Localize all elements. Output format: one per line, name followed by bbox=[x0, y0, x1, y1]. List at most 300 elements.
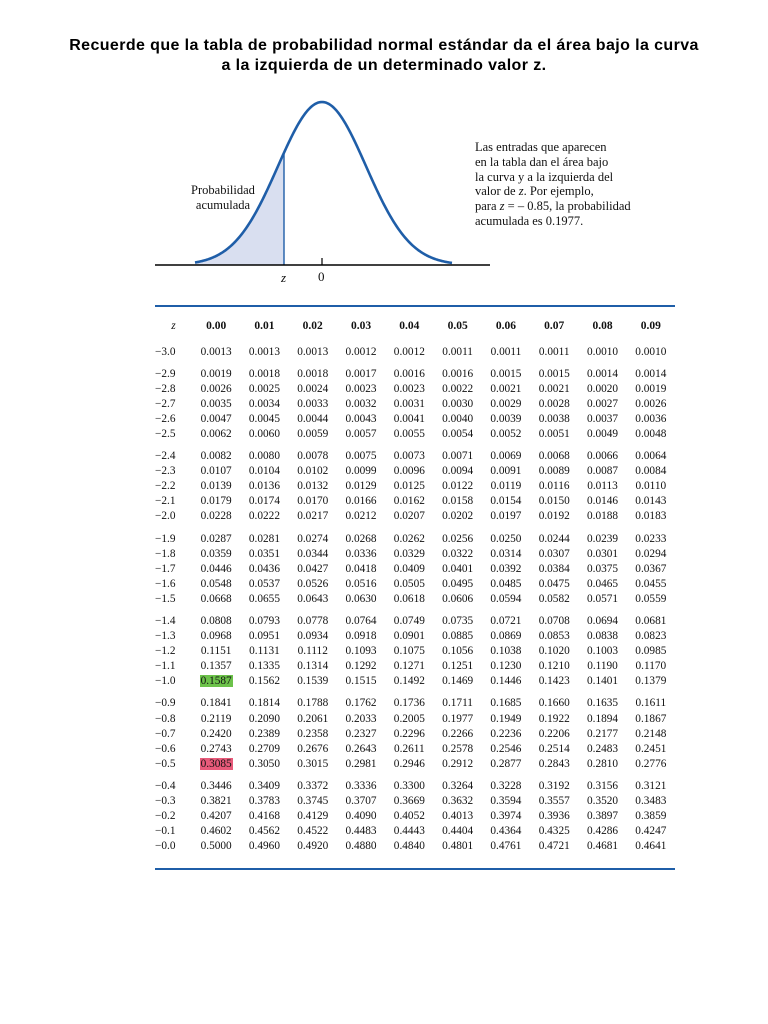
table-cell: 0.0594 bbox=[490, 592, 522, 605]
table-cell: 0.0136 bbox=[248, 480, 280, 493]
table-cell: 0.0026 bbox=[200, 382, 232, 395]
table-row bbox=[155, 742, 675, 757]
table-cell: 0.4090 bbox=[345, 810, 377, 823]
table-cell: 0.0427 bbox=[297, 562, 329, 575]
table-cell: 0.0013 bbox=[297, 345, 329, 358]
table-cell: 0.2266 bbox=[442, 727, 474, 740]
table-cell: 0.3372 bbox=[297, 779, 329, 792]
table-cell: 0.4013 bbox=[442, 810, 474, 823]
table-cell: 0.0359 bbox=[200, 547, 232, 560]
column-header: 0.09 bbox=[640, 319, 661, 332]
row-z-value: −0.2 bbox=[155, 810, 176, 823]
table-row bbox=[155, 547, 675, 562]
table-cell: 0.0455 bbox=[635, 577, 667, 590]
table-cell: 0.0039 bbox=[490, 412, 522, 425]
table-cell: 0.2033 bbox=[345, 712, 377, 725]
table-cell: 0.1357 bbox=[200, 660, 232, 673]
row-z-value: −1.3 bbox=[155, 630, 176, 643]
table-cell: 0.2236 bbox=[490, 727, 522, 740]
table-cell: 0.0075 bbox=[345, 450, 377, 463]
column-header: 0.06 bbox=[495, 319, 516, 332]
table-cell: 0.0655 bbox=[248, 592, 280, 605]
table-cell: 0.4207 bbox=[200, 810, 232, 823]
table-cell: 0.0228 bbox=[200, 510, 232, 523]
table-cell: 0.3821 bbox=[200, 795, 232, 808]
row-z-value: −0.3 bbox=[155, 795, 176, 808]
column-header: 0.04 bbox=[399, 319, 420, 332]
table-cell: 0.0054 bbox=[442, 427, 474, 440]
table-cell: 0.2981 bbox=[345, 757, 377, 770]
row-z-value: −0.9 bbox=[155, 697, 176, 710]
row-z-value: −0.7 bbox=[155, 727, 176, 740]
table-cell: 0.0044 bbox=[297, 412, 329, 425]
table-cell: 0.4483 bbox=[345, 825, 377, 838]
group-spacer bbox=[155, 360, 675, 367]
table-cell: 0.0019 bbox=[635, 382, 667, 395]
table-cell: 0.4562 bbox=[248, 825, 280, 838]
table-cell: 0.3974 bbox=[490, 810, 522, 823]
table-cell: 0.0170 bbox=[297, 495, 329, 508]
table-bottom-rule bbox=[155, 868, 675, 870]
table-cell: 0.0045 bbox=[248, 412, 280, 425]
table-cell: 0.1335 bbox=[248, 660, 280, 673]
table-cell: 0.0287 bbox=[200, 532, 232, 545]
table-row bbox=[155, 794, 675, 809]
table-cell: 0.1056 bbox=[442, 645, 474, 658]
row-z-value: −0.8 bbox=[155, 712, 176, 725]
table-cell: 0.0035 bbox=[200, 397, 232, 410]
table-cell: 0.2090 bbox=[248, 712, 280, 725]
table-cell: 0.3409 bbox=[248, 779, 280, 792]
table-cell: 0.4721 bbox=[538, 840, 570, 853]
table-cell: 0.0104 bbox=[248, 465, 280, 478]
table-cell: 0.0055 bbox=[393, 427, 425, 440]
table-cell: 0.0174 bbox=[248, 495, 280, 508]
table-cell: 0.0274 bbox=[297, 532, 329, 545]
table-cell: 0.0051 bbox=[538, 427, 570, 440]
table-cell: 0.2611 bbox=[394, 742, 425, 755]
table-cell: 0.4681 bbox=[586, 840, 619, 853]
column-header: 0.03 bbox=[350, 319, 372, 332]
table-cell: 0.0015 bbox=[538, 367, 570, 380]
table-row bbox=[155, 532, 675, 547]
table-cell: 0.2483 bbox=[586, 742, 619, 755]
table-cell: 0.0096 bbox=[393, 465, 425, 478]
table-cell: 0.1314 bbox=[297, 660, 329, 673]
table-cell: 0.2946 bbox=[393, 757, 425, 770]
table-cell: 0.0010 bbox=[635, 345, 667, 358]
table-cell: 0.4286 bbox=[586, 825, 619, 838]
column-header: 0.00 bbox=[206, 319, 227, 332]
table-cell: 0.0808 bbox=[200, 615, 232, 627]
caption-line: valor de z. Por ejemplo, bbox=[475, 184, 594, 199]
table-cell: 0.0052 bbox=[490, 427, 522, 440]
table-cell: 0.0154 bbox=[490, 495, 522, 508]
group-spacer bbox=[155, 607, 675, 614]
table-cell: 0.1446 bbox=[490, 675, 522, 688]
table-cell: 0.0548 bbox=[200, 577, 232, 590]
table-cell: 0.0735 bbox=[442, 615, 474, 627]
table-cell: 0.0268 bbox=[345, 532, 377, 545]
table-cell: 0.3745 bbox=[297, 795, 329, 808]
row-z-value: −2.0 bbox=[155, 510, 176, 523]
caption-line: en la tabla dan el área bajo bbox=[475, 154, 609, 169]
group-spacer bbox=[155, 772, 675, 779]
row-z-value: −1.0 bbox=[155, 675, 176, 688]
table-cell: 0.1075 bbox=[393, 645, 425, 658]
table-cell: 0.0307 bbox=[538, 547, 570, 560]
table-cell: 0.0985 bbox=[635, 645, 667, 658]
table-row bbox=[155, 577, 675, 592]
table-cell: 0.4129 bbox=[297, 810, 329, 823]
table-cell: 0.0021 bbox=[538, 382, 570, 395]
table-cell: 0.2776 bbox=[635, 757, 667, 770]
row-z-value: −1.5 bbox=[155, 592, 176, 605]
table-cell: 0.2514 bbox=[538, 742, 570, 755]
table-cell: 0.0094 bbox=[442, 465, 474, 478]
table-cell: 0.2843 bbox=[538, 757, 570, 770]
table-row bbox=[155, 479, 675, 494]
table-cell: 0.2743 bbox=[200, 742, 232, 755]
table-cell: 0.0139 bbox=[200, 480, 232, 493]
row-z-value: −0.0 bbox=[155, 840, 176, 853]
table-cell: 0.1112 bbox=[297, 645, 328, 658]
table-cell: 0.0495 bbox=[442, 577, 474, 590]
table-row bbox=[155, 644, 675, 659]
table-cell: 0.0162 bbox=[393, 495, 425, 508]
row-z-value: −2.4 bbox=[155, 450, 176, 463]
table-cell: 0.0048 bbox=[635, 427, 667, 440]
column-header: 0.01 bbox=[254, 319, 275, 332]
table-cell: 0.0694 bbox=[586, 615, 619, 627]
table-cell: 0.0778 bbox=[297, 615, 329, 627]
table-cell: 0.0901 bbox=[393, 630, 425, 643]
table-cell: 0.0401 bbox=[442, 562, 474, 575]
table-cell: 0.1841 bbox=[200, 697, 232, 710]
table-cell: 0.1539 bbox=[297, 675, 329, 688]
table-cell: 0.0537 bbox=[248, 577, 280, 590]
table-cell: 0.0392 bbox=[490, 562, 522, 575]
table-cell: 0.0066 bbox=[586, 450, 619, 463]
table-cell: 0.0107 bbox=[200, 465, 232, 478]
table-cell: 0.4168 bbox=[248, 810, 280, 823]
table-cell: 0.0059 bbox=[297, 427, 329, 440]
table-cell: 0.4247 bbox=[635, 825, 667, 838]
table-cell: 0.0968 bbox=[200, 630, 232, 643]
table-cell: 0.3050 bbox=[248, 757, 280, 770]
table-cell: 0.0084 bbox=[635, 465, 667, 478]
row-z-value: −2.6 bbox=[155, 412, 176, 425]
row-z-value: −2.5 bbox=[155, 427, 176, 440]
column-header: 0.05 bbox=[447, 319, 468, 332]
table-cell: 0.3669 bbox=[393, 795, 425, 808]
table-row bbox=[155, 427, 675, 442]
table-cell: 0.0021 bbox=[490, 382, 522, 395]
table-cell: 0.4522 bbox=[297, 825, 329, 838]
table-cell: 0.4840 bbox=[393, 840, 425, 853]
axis-label-z: z bbox=[281, 270, 287, 285]
table-cell: 0.0011 bbox=[442, 345, 473, 358]
table-cell: 0.3121 bbox=[635, 779, 667, 792]
table-row bbox=[155, 464, 675, 479]
table-cell: 0.0526 bbox=[297, 577, 329, 590]
table-cell: 0.0064 bbox=[635, 450, 667, 463]
row-z-value: −2.7 bbox=[155, 397, 176, 410]
table-cell: 0.2148 bbox=[635, 727, 667, 740]
table-cell: 0.0764 bbox=[345, 615, 377, 627]
table-cell: 0.0143 bbox=[635, 495, 667, 508]
table-cell: 0.0078 bbox=[297, 450, 329, 463]
table-row bbox=[155, 659, 675, 674]
table-cell: 0.0322 bbox=[442, 547, 474, 560]
table-cell: 0.2810 bbox=[586, 757, 619, 770]
table-cell: 0.0018 bbox=[248, 367, 280, 380]
row-z-value: −2.8 bbox=[155, 382, 176, 395]
table-cell: 0.0485 bbox=[490, 577, 522, 590]
table-row bbox=[155, 509, 675, 524]
table-cell: 0.0418 bbox=[345, 562, 377, 575]
table-cell: 0.0082 bbox=[200, 450, 232, 463]
column-header: 0.07 bbox=[544, 319, 565, 332]
table-cell: 0.0721 bbox=[490, 615, 522, 627]
table-cell: 0.4602 bbox=[200, 825, 232, 838]
table-cell: 0.3520 bbox=[586, 795, 619, 808]
table-cell bbox=[192, 757, 240, 772]
table-cell: 0.0015 bbox=[490, 367, 522, 380]
table-cell: 0.1611 bbox=[635, 697, 667, 710]
table-cell: 0.0150 bbox=[538, 495, 570, 508]
table-cell: 0.0019 bbox=[200, 367, 232, 380]
table-cell: 0.2061 bbox=[297, 712, 329, 725]
table-cell: 0.0853 bbox=[538, 630, 570, 643]
table-cell: 0.0571 bbox=[586, 592, 619, 605]
table-header-row bbox=[155, 307, 675, 345]
row-z-value: −0.1 bbox=[155, 825, 176, 838]
table-cell: 0.0049 bbox=[586, 427, 619, 440]
table-cell: 0.4801 bbox=[442, 840, 474, 853]
row-z-value: −2.2 bbox=[155, 480, 176, 493]
table-cell: 0.0375 bbox=[586, 562, 619, 575]
table-cell bbox=[192, 674, 240, 689]
table-cell: 0.0030 bbox=[442, 397, 474, 410]
table-cell: 0.2177 bbox=[586, 727, 619, 740]
row-z-value: −3.0 bbox=[155, 345, 176, 358]
table-cell: 0.2358 bbox=[297, 727, 329, 740]
table-cell: 0.0505 bbox=[393, 577, 425, 590]
table-cell: 0.0017 bbox=[345, 367, 377, 380]
table-cell: 0.2206 bbox=[538, 727, 570, 740]
table-cell: 0.0207 bbox=[393, 510, 425, 523]
table-cell: 0.1469 bbox=[442, 675, 474, 688]
table-cell: 0.0026 bbox=[635, 397, 667, 410]
table-cell: 0.0110 bbox=[635, 480, 667, 493]
table-cell: 0.2912 bbox=[442, 757, 474, 770]
table-cell: 0.1949 bbox=[490, 712, 522, 725]
table-cell: 0.0129 bbox=[345, 480, 377, 493]
table-cell: 0.2119 bbox=[200, 712, 232, 725]
table-cell: 0.0068 bbox=[538, 450, 570, 463]
table-cell: 0.1635 bbox=[586, 697, 619, 710]
highlighted-cell-value: 0.3085 bbox=[200, 757, 232, 770]
table-cell: 0.3192 bbox=[538, 779, 570, 792]
table-cell: 0.1736 bbox=[393, 697, 425, 710]
table-cell: 0.0122 bbox=[442, 480, 474, 493]
table-cell: 0.0038 bbox=[538, 412, 570, 425]
table-cell: 0.1867 bbox=[635, 712, 667, 725]
table-row bbox=[155, 779, 675, 794]
table-cell: 0.2389 bbox=[248, 727, 280, 740]
table-cell: 0.0951 bbox=[248, 630, 280, 643]
table-cell: 0.0018 bbox=[297, 367, 329, 380]
table-cell: 0.0409 bbox=[393, 562, 425, 575]
normal-curve-figure bbox=[0, 0, 768, 300]
row-z-value: −0.6 bbox=[155, 742, 176, 755]
table-cell: 0.3897 bbox=[586, 810, 619, 823]
table-cell: 0.4761 bbox=[490, 840, 522, 853]
table-cell: 0.0034 bbox=[248, 397, 280, 410]
table-cell: 0.0436 bbox=[248, 562, 280, 575]
table-cell: 0.0087 bbox=[586, 465, 619, 478]
table-row bbox=[155, 674, 675, 689]
table-cell: 0.0217 bbox=[297, 510, 329, 523]
table-cell: 0.3707 bbox=[345, 795, 377, 808]
table-cell: 0.0014 bbox=[635, 367, 667, 380]
table-cell: 0.4641 bbox=[635, 840, 667, 853]
table-cell: 0.0934 bbox=[297, 630, 329, 643]
table-cell: 0.0037 bbox=[586, 412, 619, 425]
table-cell: 0.0222 bbox=[248, 510, 280, 523]
table-cell: 0.3483 bbox=[635, 795, 667, 808]
table-cell: 0.0618 bbox=[393, 592, 425, 605]
figure-caption bbox=[475, 140, 675, 229]
table-row bbox=[155, 449, 675, 464]
table-cell: 0.0183 bbox=[635, 510, 667, 523]
table-cell: 0.1003 bbox=[586, 645, 619, 658]
table-cell: 0.0384 bbox=[538, 562, 570, 575]
table-cell: 0.0465 bbox=[586, 577, 619, 590]
column-header: 0.02 bbox=[302, 319, 323, 332]
table-cell: 0.2451 bbox=[635, 742, 667, 755]
row-z-value: −1.8 bbox=[155, 547, 176, 560]
table-cell: 0.0011 bbox=[538, 345, 570, 358]
table-cell: 0.2877 bbox=[490, 757, 522, 770]
table-cell: 0.0582 bbox=[538, 592, 570, 605]
table-cell: 0.0559 bbox=[635, 592, 667, 605]
table-body bbox=[155, 345, 675, 855]
table-cell: 0.3015 bbox=[297, 757, 329, 770]
table-cell: 0.3557 bbox=[538, 795, 570, 808]
row-z-value: −1.6 bbox=[155, 577, 176, 590]
table-cell: 0.1093 bbox=[345, 645, 377, 658]
table-cell: 0.0244 bbox=[538, 532, 570, 545]
table-cell: 0.3594 bbox=[490, 795, 522, 808]
table-cell: 0.0344 bbox=[297, 547, 329, 560]
table-cell: 0.0116 bbox=[538, 480, 570, 493]
table-cell: 0.1038 bbox=[490, 645, 522, 658]
table-cell: 0.1271 bbox=[393, 660, 425, 673]
table-cell: 0.4960 bbox=[248, 840, 280, 853]
table-cell: 0.0033 bbox=[297, 397, 329, 410]
table-cell: 0.0250 bbox=[490, 532, 522, 545]
table-cell: 0.0113 bbox=[587, 480, 618, 493]
table-cell: 0.0102 bbox=[297, 465, 329, 478]
table-cell: 0.2709 bbox=[248, 742, 280, 755]
table-cell: 0.1894 bbox=[586, 712, 619, 725]
z-table-grid bbox=[155, 307, 675, 855]
table-cell: 0.0024 bbox=[297, 382, 329, 395]
table-cell: 0.5000 bbox=[200, 840, 232, 853]
table-cell: 0.0197 bbox=[490, 510, 522, 523]
table-row bbox=[155, 367, 675, 382]
row-z-value: −1.9 bbox=[155, 532, 176, 545]
table-cell: 0.1251 bbox=[442, 660, 474, 673]
table-cell: 0.0031 bbox=[393, 397, 425, 410]
table-cell: 0.0032 bbox=[345, 397, 377, 410]
table-row bbox=[155, 757, 675, 772]
table-cell: 0.0179 bbox=[200, 495, 232, 508]
table-cell: 0.0013 bbox=[248, 345, 280, 358]
table-row bbox=[155, 839, 675, 854]
table-cell: 0.1788 bbox=[297, 697, 329, 710]
table-cell: 0.0681 bbox=[635, 615, 667, 627]
table-cell: 0.1922 bbox=[538, 712, 570, 725]
table-cell: 0.4052 bbox=[393, 810, 425, 823]
table-cell: 0.4325 bbox=[538, 825, 570, 838]
table-cell: 0.0010 bbox=[586, 345, 619, 358]
row-z-value: −1.7 bbox=[155, 562, 176, 575]
table-cell: 0.0040 bbox=[442, 412, 474, 425]
table-cell: 0.0281 bbox=[248, 532, 280, 545]
table-row bbox=[155, 696, 675, 711]
table-cell: 0.0192 bbox=[538, 510, 570, 523]
table-cell: 0.0838 bbox=[586, 630, 619, 643]
table-row bbox=[155, 592, 675, 607]
table-cell: 0.1379 bbox=[635, 675, 667, 688]
table-cell: 0.0091 bbox=[490, 465, 522, 478]
table-cell: 0.0918 bbox=[345, 630, 377, 643]
table-row bbox=[155, 809, 675, 824]
table-cell: 0.0012 bbox=[345, 345, 377, 358]
table-cell: 0.0057 bbox=[345, 427, 377, 440]
table-cell: 0.0036 bbox=[635, 412, 667, 425]
table-cell: 0.0606 bbox=[442, 592, 474, 605]
table-row bbox=[155, 494, 675, 509]
cumulative-probability-label bbox=[168, 183, 278, 213]
table-cell: 0.2296 bbox=[393, 727, 425, 740]
table-cell: 0.3446 bbox=[200, 779, 232, 792]
table-cell: 0.0013 bbox=[200, 345, 232, 358]
highlighted-cell-value: 0.1587 bbox=[200, 675, 232, 688]
table-cell: 0.3936 bbox=[538, 810, 570, 823]
table-cell: 0.0014 bbox=[586, 367, 619, 380]
table-cell: 0.0069 bbox=[490, 450, 522, 463]
table-cell: 0.0668 bbox=[200, 592, 232, 605]
table-cell: 0.0643 bbox=[297, 592, 329, 605]
table-cell: 0.0146 bbox=[586, 495, 619, 508]
table-cell: 0.0060 bbox=[248, 427, 280, 440]
row-z-value: −1.2 bbox=[155, 645, 176, 658]
table-cell: 0.0080 bbox=[248, 450, 280, 463]
title-line-2: a la izquierda de un determinado valor z. bbox=[221, 57, 547, 74]
row-z-value: −1.1 bbox=[155, 660, 176, 673]
table-cell: 0.1131 bbox=[249, 645, 280, 658]
table-cell: 0.0073 bbox=[393, 450, 425, 463]
table-cell: 0.0158 bbox=[442, 495, 474, 508]
table-cell: 0.0043 bbox=[345, 412, 377, 425]
table-cell: 0.0047 bbox=[200, 412, 232, 425]
table-cell: 0.0202 bbox=[442, 510, 474, 523]
table-cell: 0.1685 bbox=[490, 697, 522, 710]
